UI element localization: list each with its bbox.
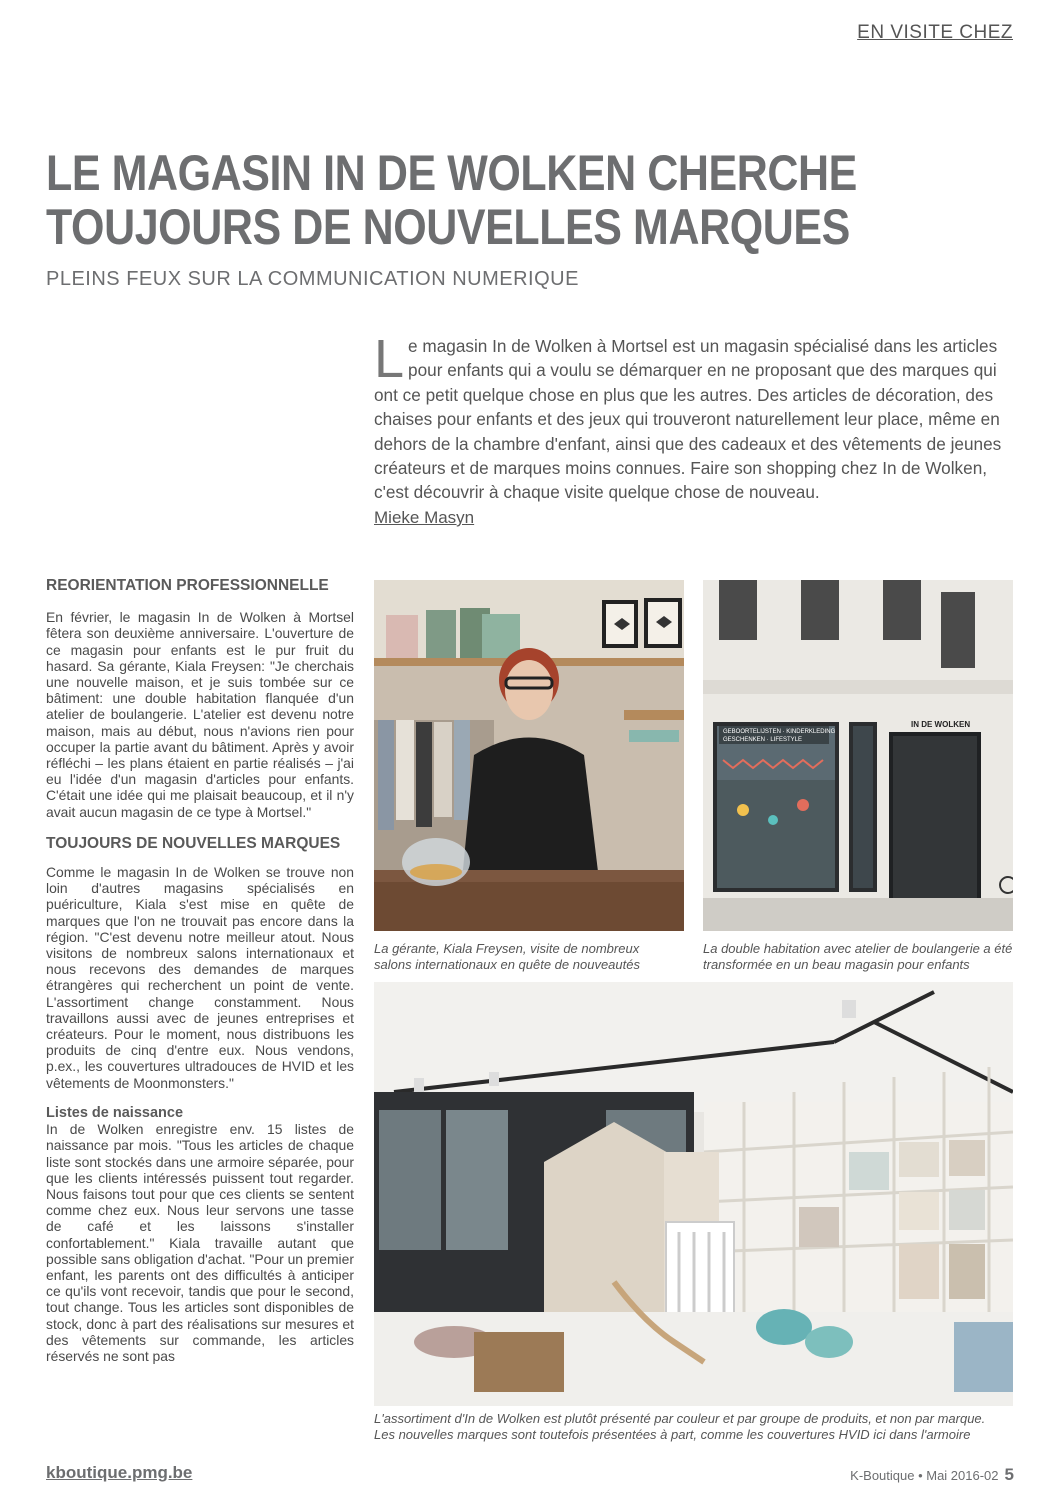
caption-interior-line-2: Les nouvelles marques sont toutefois présentées à part, comme les couvertures HVID ici dans l'armoire	[374, 1427, 971, 1442]
intro-paragraph	[374, 329, 1010, 505]
section-text-listes: In de Wolken enregistre env. 15 listes de naissance par mois. "Tous les articles de chaque liste sont stockés dans une armoire séparée, pour que les clients intéressés puissent tout regarder. Nous faisons tout pour que ces clients se sentent comme chez eux. Nous leur servons une tasse de café et les laissons s'installer confortablement." Kiala travaille autant que possible sans obligation d'achat. "Pour un premier enfant, les parents ont des difficultés à anticiper ce qu'ils vont recevoir, tandis que pour le second, tout change. Tous les articles sont disponibles de stock, donc à part des réalisations sur mesures et des vêtements sur commande, les articles réservés ne sont pas	[46, 1121, 354, 1364]
interior-illustration	[374, 982, 1013, 1406]
page-number: 5	[1004, 1465, 1014, 1484]
footer-website-link[interactable]: kboutique.pmg.be	[46, 1463, 193, 1482]
interior-photo	[374, 982, 1013, 1406]
headline-line-2: TOUJOURS DE NOUVELLES MARQUES	[46, 199, 850, 255]
section-tag: EN VISITE CHEZ	[857, 22, 1013, 43]
footer-issue: K-Boutique • Mai 2016-02	[850, 1468, 999, 1483]
section-heading-reorientation: REORIENTATION PROFESSIONNELLE	[46, 577, 329, 594]
article-headline	[46, 146, 872, 254]
article-subheading: PLEINS FEUX SUR LA COMMUNICATION NUMERIQUE	[46, 268, 579, 290]
drop-cap: L	[374, 329, 405, 389]
storefront-sign: IN DE WOLKEN	[911, 720, 971, 729]
storefront-window-text-2: GESCHENKEN · LIFESTYLE	[723, 737, 803, 743]
storefront-window-text-1: GEBOORTELIJSTEN · KINDERKLEDING	[723, 729, 836, 735]
storefront-illustration	[703, 580, 1013, 931]
caption-interior	[374, 1411, 1014, 1443]
section-text-reorientation: En février, le magasin In de Wolken à Mortsel fêtera son deuxième anniversaire. L'ouverture de ce magasin pour enfants est le pur fruit du hasard. Sa gérante, Kiala Freysen: "Je cherchais une nouvelle maison, et je suis tombée sur ce bâtiment: une double habitation flanquée d'un atelier de boulangerie. L'atelier est devenu notre maison, mais au début, nous n'avions rien pour occuper la partie avant du bâtiment. Après y avoir réfléchi – les plans étaient en partie réalisés – j'ai eu l'idée d'un magasin d'articles pour enfants. C'était une idée qui me plaisait beaucoup, et il n'y avait aucun magasin de ce type à Mortsel."	[46, 609, 354, 820]
footer-issue-info	[850, 1465, 1014, 1485]
storefront-photo	[703, 580, 1013, 931]
caption-manager: La gérante, Kiala Freysen, visite de nombreux salons internationaux en quête de nouveautés	[374, 941, 640, 972]
manager-photo-illustration	[374, 580, 684, 931]
caption-interior-line-1: L'assortiment d'In de Wolken est plutôt présenté par couleur et par groupe de produits, et non par marque.	[374, 1411, 986, 1426]
section-heading-marques: TOUJOURS DE NOUVELLES MARQUES	[46, 834, 341, 852]
article-body-column	[46, 578, 354, 1364]
intro-text: e magasin In de Wolken à Mortsel est un magasin spécialisé dans les articles pour enfants qui a voulu se démarquer en ne proposant que des marques qui ont ce petit quelque chose en plus que les autres. Des articles de décoration, des chaises pour enfants et des jeux qui trouveront naturellement leur place, même en dehors de la chambre d'enfant, ainsi que des cadeaux et des vêtements de jeunes créateurs et de marques moins connues. Faire son shopping chez In de Wolken, c'est découvrir à chaque visite quelque chose de nouveau.	[374, 336, 1002, 503]
section-heading-listes: Listes de naissance	[46, 1104, 184, 1121]
manager-photo	[374, 580, 684, 931]
section-text-marques: Comme le magasin In de Wolken se trouve non loin d'autres magasins spécialisés en puériculture, Kiala s'est mise en quête de marques que l'on ne trouvait pas encore dans la région. "C'est devenu notre meilleur atout. Nous visitons de nombreux salons internationaux et nous recevons des demandes de marques étrangères qui recherchent un point de vente. L'assortiment change constamment. Nous travaillons aussi avec de jeunes entreprises et créateurs. Pour le moment, nous distribuons les produits de cinq d'entre eux. Nous vendons, p.ex., les couvertures ultradouces de HVID et les vêtements de Moonmonsters."	[46, 864, 354, 1091]
author-byline: Mieke Masyn	[374, 508, 475, 527]
caption-storefront: La double habitation avec atelier de boulangerie a été transformée en un beau magasin pour enfants	[703, 941, 1013, 972]
headline-line-1: LE MAGASIN IN DE WOLKEN CHERCHE	[46, 145, 857, 201]
